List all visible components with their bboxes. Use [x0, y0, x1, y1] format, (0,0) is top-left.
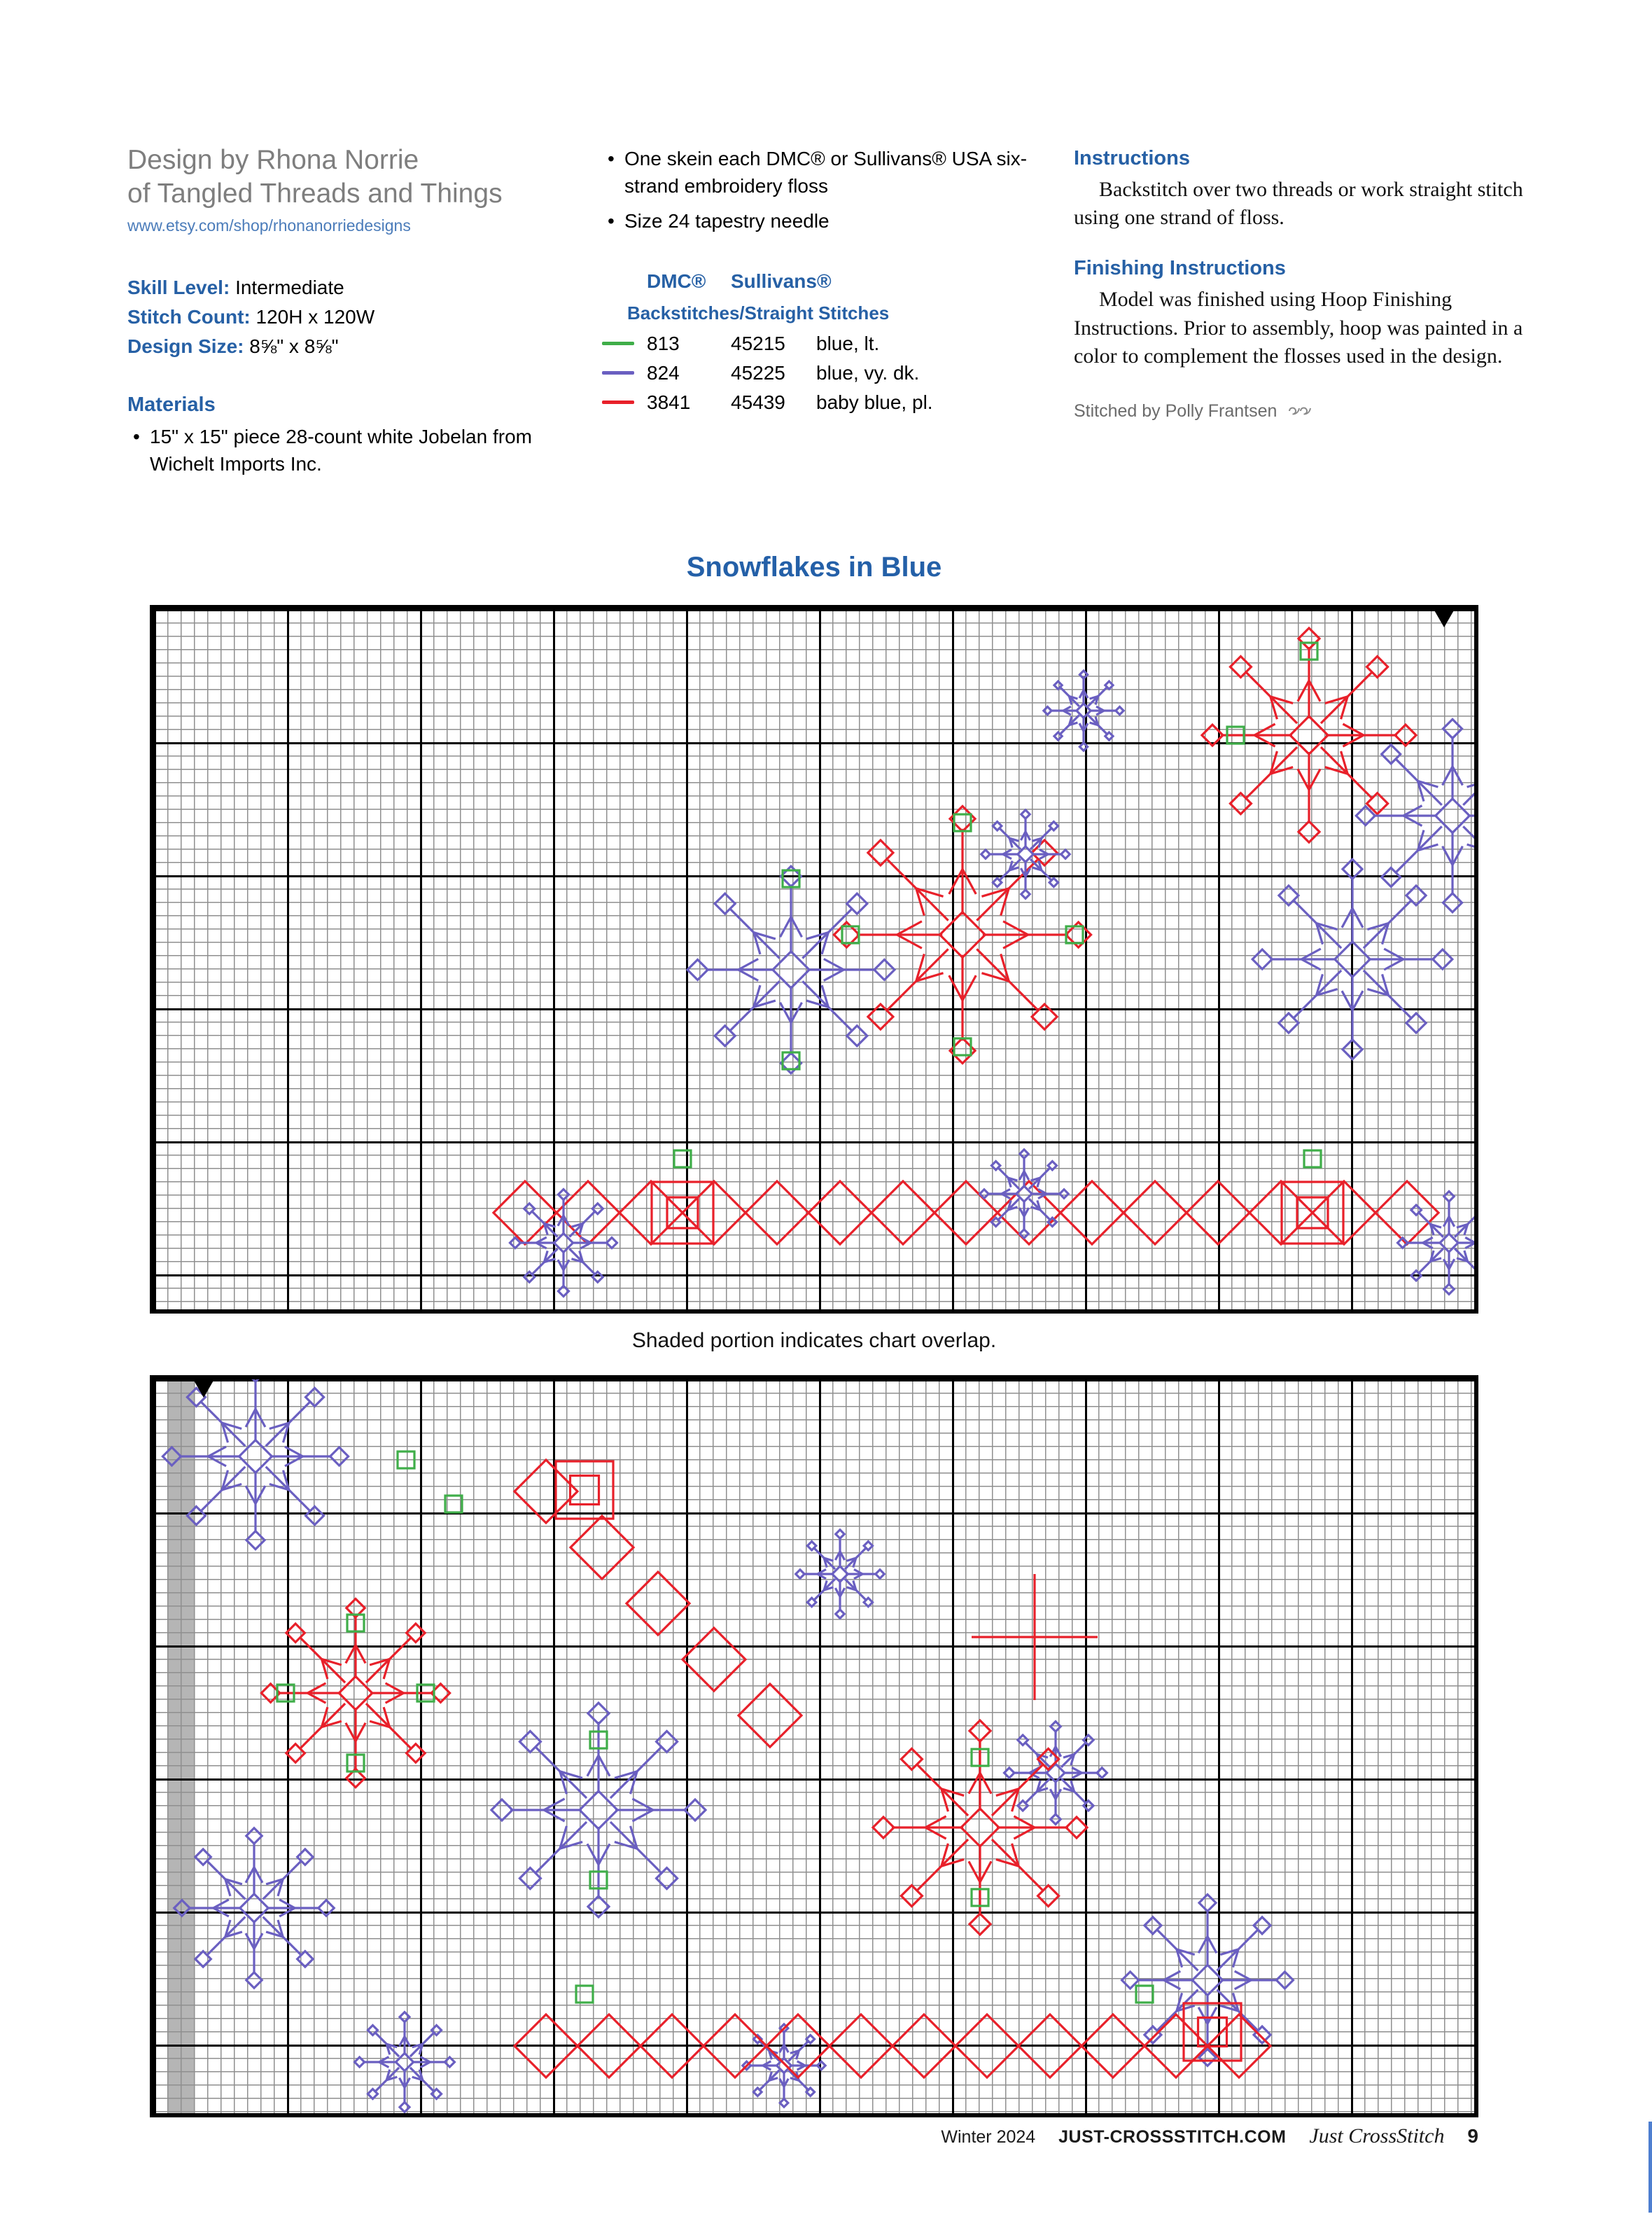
- designer-credit: [127, 144, 582, 210]
- chart-bottom-half: [150, 1375, 1478, 2117]
- thread-color-swatch: [602, 342, 634, 345]
- supplies-column: [602, 146, 1029, 421]
- instructions-heading: Instructions: [1074, 147, 1190, 169]
- designer-column: [127, 144, 582, 486]
- skill-level-label: Skill Level:: [127, 277, 230, 299]
- dmc-header: DMC®: [647, 270, 706, 292]
- skill-level-value: Intermediate: [235, 277, 344, 299]
- materials-section: [127, 394, 582, 478]
- designer-url: www.etsy.com/shop/rhonanorriedesigns: [127, 216, 411, 235]
- stitch-type-header: Backstitches/Straight Stitches: [627, 302, 890, 323]
- thread-table-header: [602, 270, 1029, 293]
- thread-color-swatch: [602, 401, 634, 404]
- supplies-list: [602, 146, 1029, 235]
- footer-site: JUST-CROSSSTITCH.COM: [1058, 2127, 1287, 2147]
- sullivans-header: Sullivans®: [731, 270, 832, 292]
- stitch-count-line: [127, 302, 582, 332]
- chart-stitches: [154, 1379, 1474, 2113]
- center-marker-icon: [193, 1379, 214, 1398]
- thread-row: [602, 391, 1029, 414]
- sullivans-number: 45225: [731, 361, 785, 384]
- instructions-text: Backstitch over two threads or work straight stitch using one strand of floss.: [1074, 178, 1523, 230]
- thread-color-name: blue, vy. dk.: [816, 361, 920, 384]
- stitcher-credit: [1074, 401, 1525, 422]
- sullivans-number: 45215: [731, 332, 785, 354]
- stitch-count-value: 120H x 120W: [255, 306, 375, 328]
- designer-line2: of Tangled Threads and Things: [127, 178, 503, 209]
- thread-row: [602, 333, 1029, 355]
- center-marker-icon: [1434, 609, 1455, 627]
- design-details: [127, 273, 582, 361]
- footer-issue: Winter 2024: [941, 2127, 1036, 2147]
- list-item: • Size 24 tapestry needle: [602, 208, 1029, 235]
- finishing-heading: Finishing Instructions: [1074, 257, 1286, 280]
- sullivans-number: 45439: [731, 391, 785, 413]
- chart-top-half: [150, 605, 1478, 1314]
- design-size-line: [127, 332, 582, 361]
- dmc-number: 3841: [647, 391, 691, 413]
- page-footer: [150, 2124, 1478, 2148]
- design-size-value: 8⅝" x 8⅝": [249, 335, 339, 358]
- stitcher-credit-text: Stitched by Polly Frantsen: [1074, 401, 1278, 421]
- materials-heading: Materials: [127, 394, 216, 417]
- thread-color-name: blue, lt.: [816, 332, 880, 354]
- list-item: • One skein each DMC® or Sullivans® USA six-strand embroidery floss: [602, 146, 1029, 200]
- chart-stitches: [154, 609, 1474, 1309]
- footer-magazine-name: Just CrossStitch: [1309, 2124, 1445, 2147]
- stitch-count-label: Stitch Count:: [127, 306, 251, 328]
- thread-color-swatch: [602, 371, 634, 375]
- trim-mark: [1648, 2122, 1652, 2213]
- overlap-note: Shaded portion indicates chart overlap.: [631, 1329, 997, 1352]
- chart-title: Snowflakes in Blue: [686, 552, 942, 583]
- ornament-icon: [1282, 403, 1313, 419]
- thread-table: [602, 270, 1029, 414]
- finishing-text: Model was finished using Hoop Finishing Instructions. Prior to assembly, hoop was painted in a color to complement the flosses used in the design.: [1074, 288, 1523, 368]
- instructions-column: [1074, 147, 1525, 422]
- dmc-number: 813: [647, 332, 680, 354]
- materials-list: [127, 424, 582, 478]
- list-item: • 15" x 15" piece 28-count white Jobelan from Wichelt Imports Inc.: [127, 424, 582, 478]
- thread-row: [602, 362, 1029, 384]
- designer-line1: Design by Rhona Norrie: [127, 145, 419, 175]
- design-size-label: Design Size:: [127, 335, 244, 358]
- dmc-number: 824: [647, 361, 680, 384]
- footer-page-number: 9: [1467, 2125, 1478, 2147]
- thread-color-name: baby blue, pl.: [816, 391, 933, 413]
- skill-level-line: [127, 273, 582, 302]
